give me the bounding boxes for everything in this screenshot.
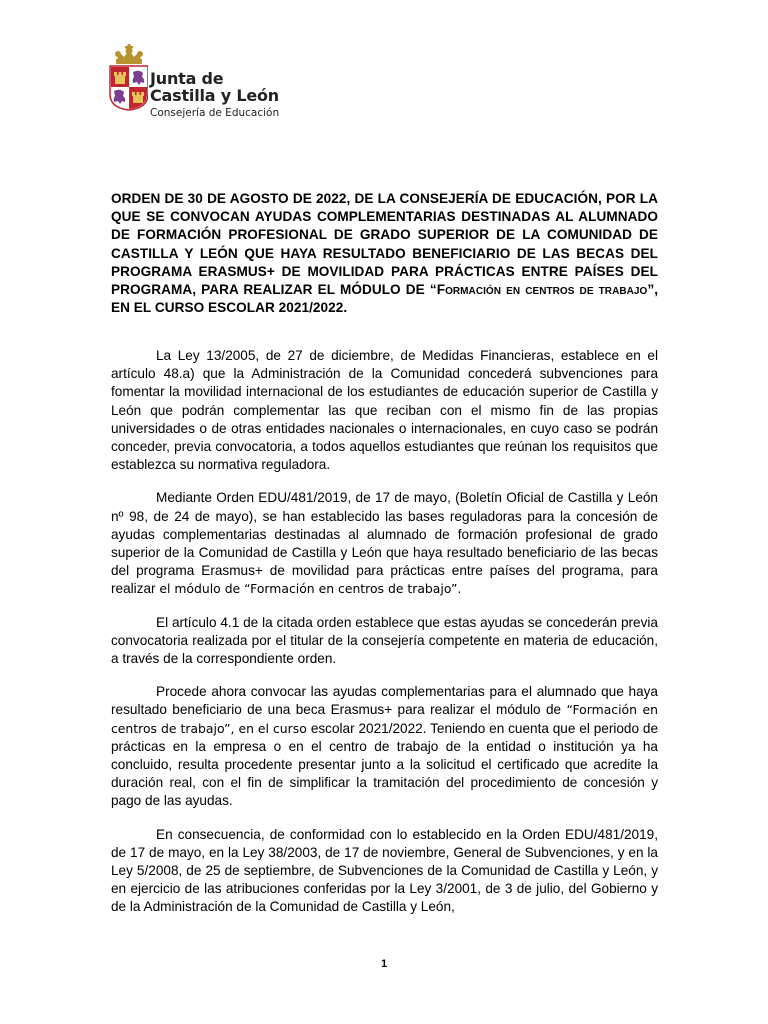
title-part-2: “Formación en centros de trabajo” bbox=[429, 282, 655, 298]
title-part-1: ORDEN DE 30 DE AGOSTO DE 2022, DE LA CONSEJERÍA DE EDUCACIÓN, POR LA QUE SE CONVOCAN AYUDAS COMPLEMENTARIAS DESTINADAS AL ALUMNADO DE FORMACIÓN PROFESIONAL DE GRADO SUPERIOR DE LA COMUNIDAD DE CASTILLA Y LEÓN QUE HAYA RESULTADO BENEFICIARIO DE LAS BECAS DEL PROGRAMA ERASMUS+ DE MOVILIDAD PARA PRÁCTICAS ENTRE PAÍSES DEL PROGRAMA, PARA REALIZAR EL MÓDULO DE bbox=[111, 191, 658, 298]
paragraph-1: La Ley 13/2005, de 27 de diciembre, de Medidas Financieras, establece en el artículo 48.a) que la Administración de la Comunidad concederá subvenciones para fomentar la movilidad internacional de los estudiantes de educación superior de Castilla y León que podrán complementar las que reciban con el mismo fin de las propias universidades o de otras entidades nacionales o internacionales, en cuyo caso se podrán conceder, previa convocatoria, a todos aquellos estudiantes que reúnan los requisitos que establezca su normativa reguladora. bbox=[111, 348, 658, 473]
paragraph-4-quote: “Formación en centros de trabajo”, en el curso bbox=[111, 702, 658, 736]
logo-line-consejeria: Consejería de Educación bbox=[150, 107, 280, 119]
logo-wordmark bbox=[150, 70, 279, 121]
document-body bbox=[111, 347, 658, 932]
page-number: 1 bbox=[380, 958, 388, 970]
paragraph-5: En consecuencia, de conformidad con lo establecido en la Orden EDU/481/2019, de 17 de mayo, en la Ley 38/2003, de 17 de noviembre, General de Subvenciones, y en la Ley 5/2008, de 25 de septiembre, de Subvenciones de la Comunidad de Castilla y León, y en ejercicio de las atribuciones conferidas por la Ley 3/2001, de 3 de julio, del Gobierno y de la Administración de la Comunidad de Castilla y León, bbox=[111, 826, 658, 915]
document-title bbox=[111, 190, 658, 317]
paragraph-4-text-a: Procede ahora convocar las ayudas complementarias para el alumnado que haya resultado beneficiario de una beca Erasmus+ para realizar el módulo de bbox=[111, 684, 658, 718]
paragraph-2-text: Mediante Orden EDU/481/2019, de 17 de mayo, (Boletín Oficial de Castilla y León nº 98, de 24 de mayo), se han establecido las bases reguladoras para la concesión de ayudas complementarias destinadas al alumnado de formación profesional de grado superior de la Comunidad de Castilla y León que haya resultado beneficiario de las becas del programa Erasmus+ de movilidad para prácticas entre países del programa, para realizar bbox=[111, 490, 658, 597]
paragraph-2 bbox=[111, 489, 658, 598]
logo-line-junta: Junta de bbox=[150, 69, 224, 88]
paragraph-3: El artículo 4.1 de la citada orden establece que estas ayudas se concederán previa convocatoria realizada por el titular de la consejería competente en materia de educación, a través de la correspondiente orden. bbox=[111, 614, 658, 667]
junta-logo bbox=[104, 42, 304, 126]
title-part-3: , EN EL CURSO ESCOLAR 2021/2022. bbox=[111, 282, 659, 316]
logo-line-castilla-leon: Castilla y León bbox=[150, 86, 279, 105]
paragraph-2-quote: el módulo de “Formación en centros de trabajo”. bbox=[159, 581, 462, 597]
paragraph-4 bbox=[111, 683, 658, 810]
coat-of-arms-icon bbox=[104, 42, 148, 112]
paragraph-4-text-b: escolar 2021/2022. Teniendo en cuenta que el periodo de prácticas en la empresa o en el centro de trabajo de la entidad o institución ya ha concluido, resulta procedente presentar junto a la solicitud el certificado que acredite la duración real, con el fin de simplificar la tramitación del procedimiento de concesión y pago de las ayudas. bbox=[111, 720, 659, 809]
